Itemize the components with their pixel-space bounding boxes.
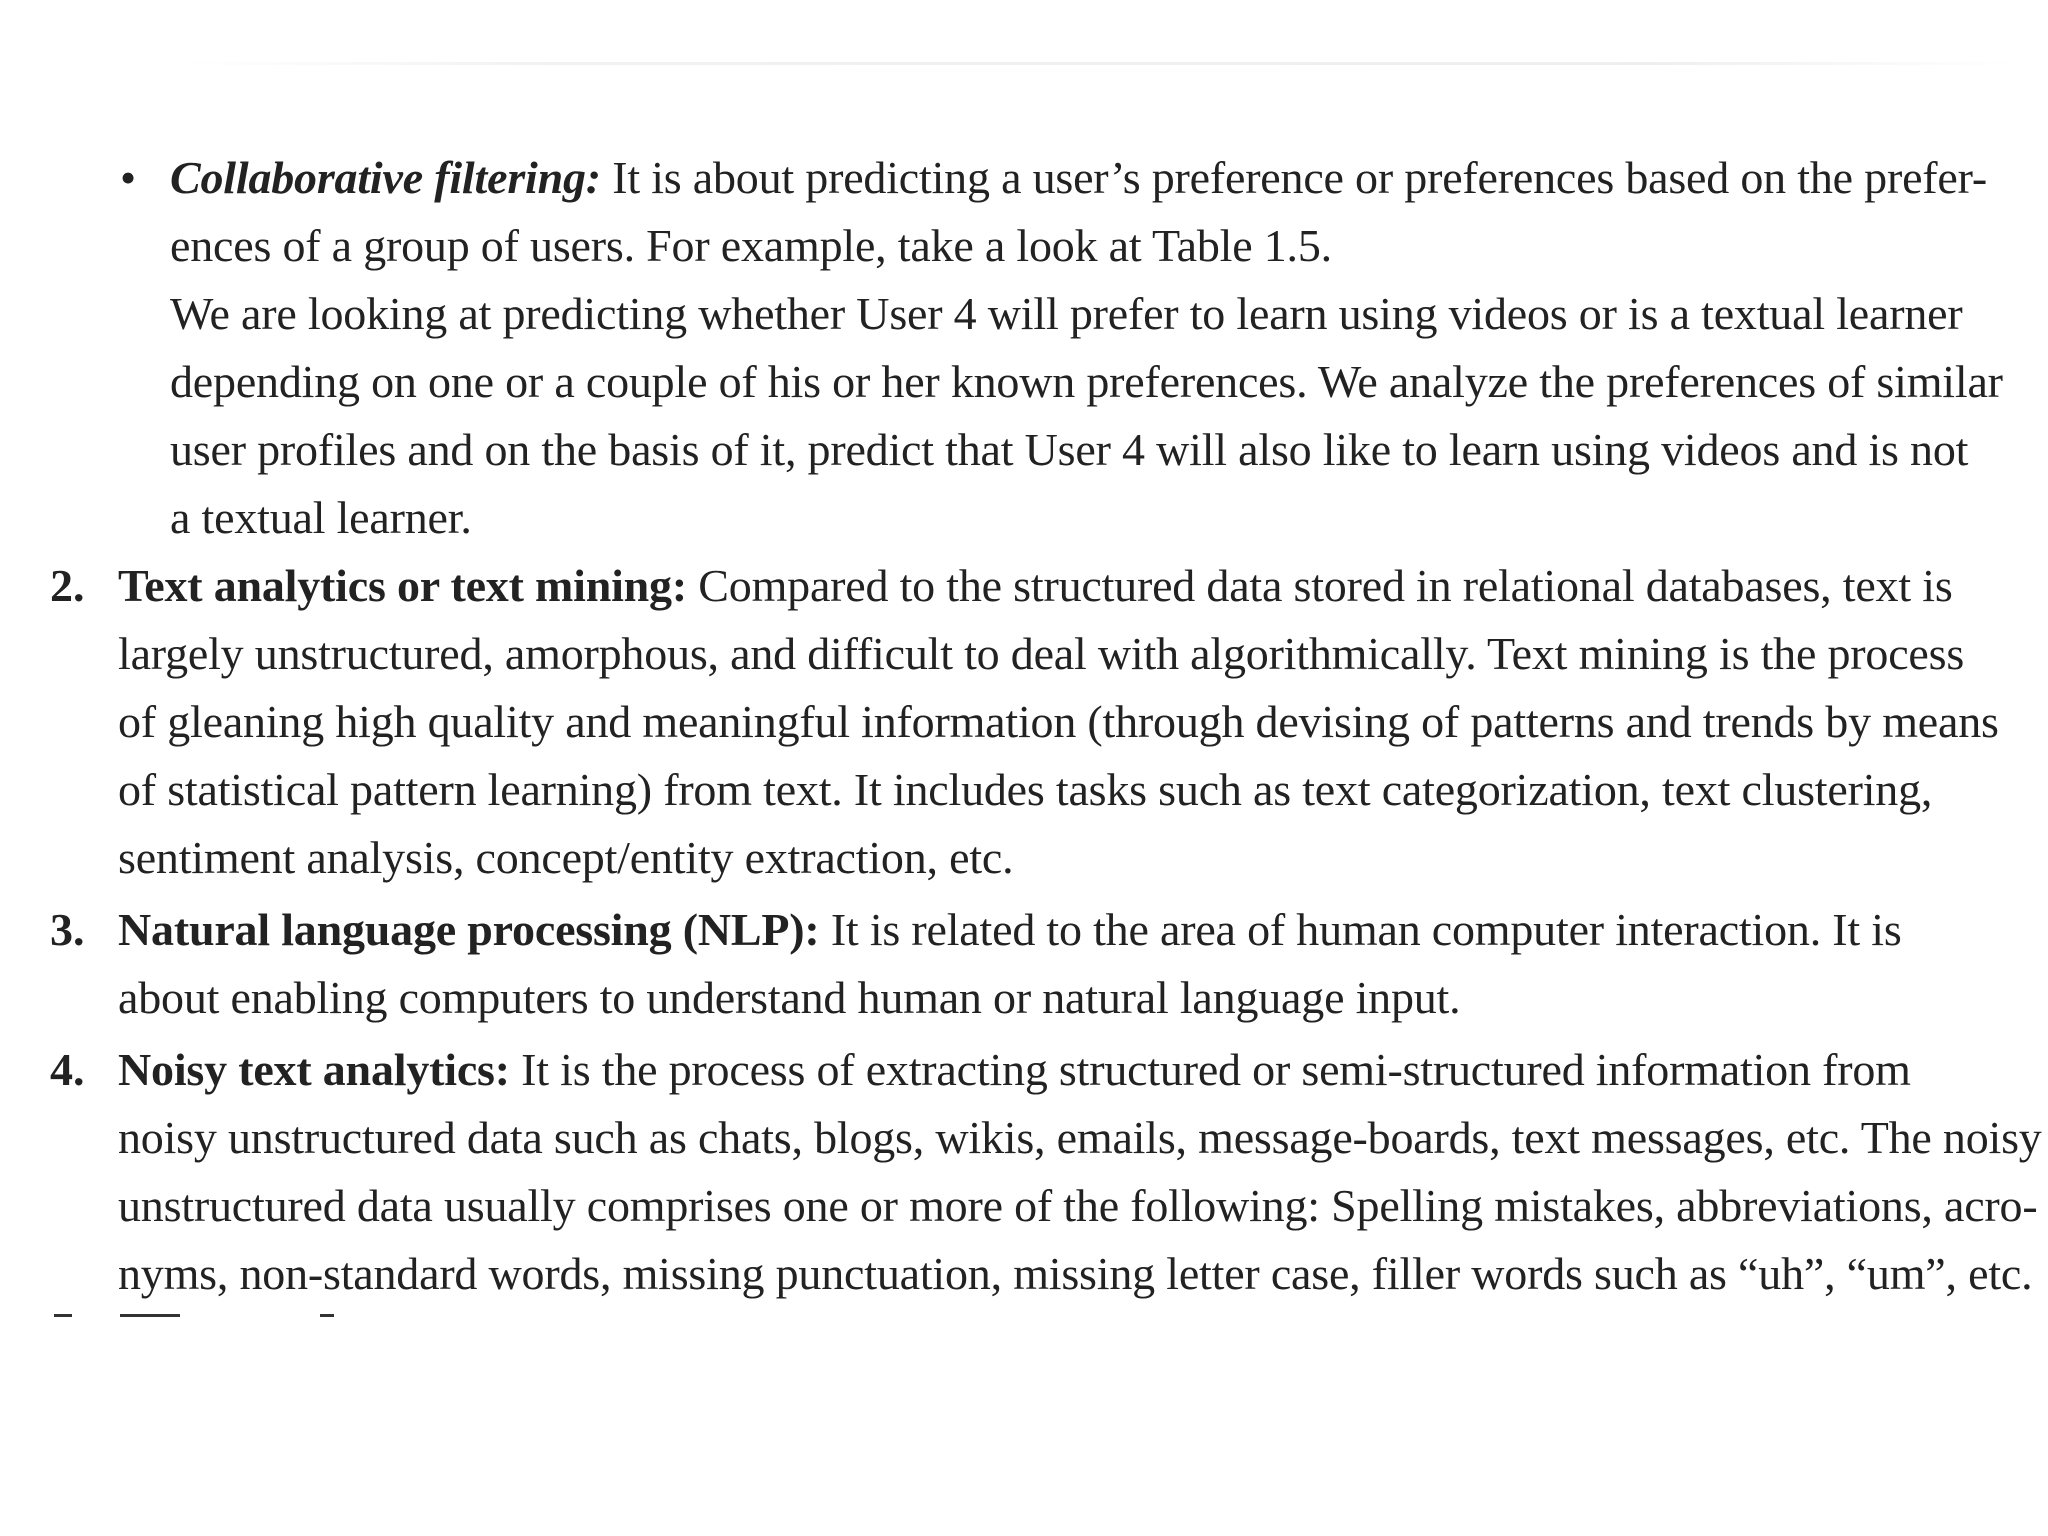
- nlp-heading: Natural language processing (NLP):: [118, 904, 820, 955]
- noisy-text-heading: Noisy text analytics:: [118, 1044, 510, 1095]
- glyph-fragment: [54, 1314, 72, 1317]
- text-line: about enabling computers to understand human or natural language input.: [118, 972, 1461, 1023]
- text-line: largely unstructured, amorphous, and difficult to deal with algorithmically. Text mining is the process: [118, 628, 1965, 679]
- text-analytics-heading: Text analytics or text mining:: [118, 560, 687, 611]
- nlp-line-1: [118, 900, 1902, 960]
- text-line: ences of a group of users. For example, take a look at Table 1.5.: [170, 220, 1332, 271]
- text-line: It is about predicting a user’s preference or preferences based on the prefer-: [600, 152, 1987, 203]
- text-line: It is related to the area of human computer interaction. It is: [819, 904, 1902, 955]
- cropped-next-line: [50, 1312, 2040, 1318]
- text-line: noisy unstructured data such as chats, blogs, wikis, emails, message-boards, text messages, etc. The noisy: [118, 1112, 2042, 1163]
- collaborative-filtering-line-1: [170, 148, 1987, 208]
- text-line: depending on one or a couple of his or her known preferences. We analyze the preferences of similar: [170, 356, 2003, 407]
- text-line: of gleaning high quality and meaningful information (through devising of patterns and trends by means: [118, 696, 1999, 747]
- noisy-text-line-1: [118, 1040, 1911, 1100]
- text-line: user profiles and on the basis of it, predict that User 4 will also like to learn using videos and is not: [170, 424, 1969, 475]
- bullet-point: •: [120, 152, 137, 203]
- item-number-2: 2.: [50, 560, 85, 611]
- text-line: a textual learner.: [170, 492, 472, 543]
- glyph-fragment: [120, 1314, 180, 1317]
- text-line: We are looking at predicting whether User 4 will prefer to learn using videos or is a textual learner: [170, 288, 1963, 339]
- collaborative-filtering-heading: Collaborative filtering:: [170, 152, 601, 203]
- text-line: of statistical pattern learning) from text. It includes tasks such as text categorization, text clustering,: [118, 764, 1933, 815]
- text-analytics-line-1: [118, 556, 1953, 616]
- text-line: unstructured data usually comprises one or more of the following: Spelling mistakes, abbreviations, acro-: [118, 1180, 2038, 1231]
- text-line: sentiment analysis, concept/entity extraction, etc.: [118, 832, 1014, 883]
- text-line: It is the process of extracting structured or semi-structured information from: [509, 1044, 1911, 1095]
- item-number-4: 4.: [50, 1044, 85, 1095]
- text-line: Compared to the structured data stored in relational databases, text is: [686, 560, 1953, 611]
- scan-shadow-line: [180, 62, 2020, 65]
- item-number-3: 3.: [50, 904, 85, 955]
- text-line: nyms, non-standard words, missing punctuation, missing letter case, filler words such as “uh”, “um”, etc.: [118, 1248, 2033, 1299]
- glyph-fragment: [320, 1314, 334, 1317]
